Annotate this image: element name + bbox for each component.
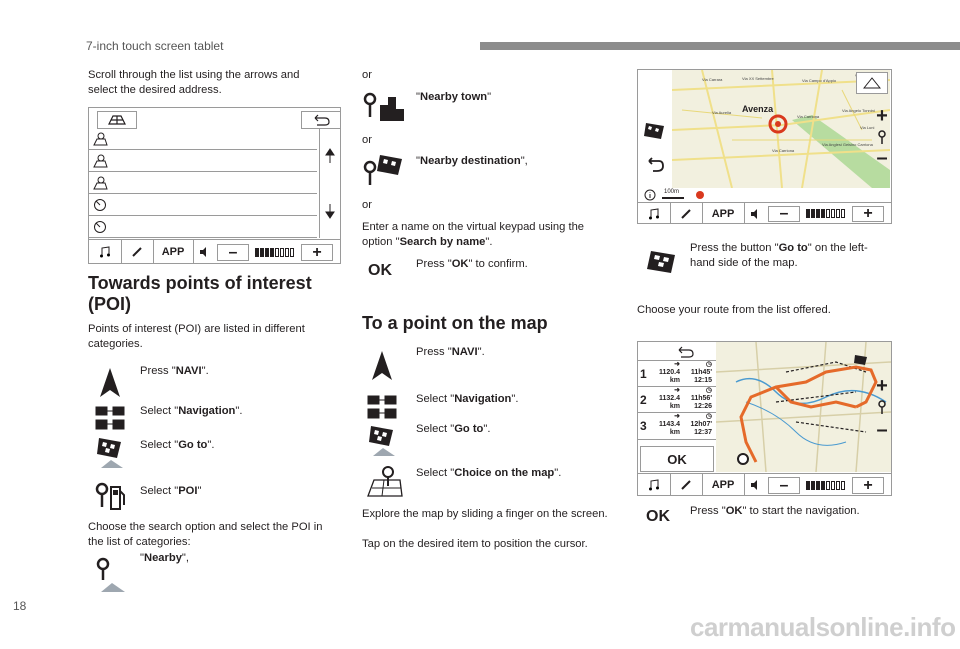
volume-level-bar [249, 245, 299, 259]
street-label: Via Angelo Tonnini [842, 108, 875, 113]
route-row[interactable]: 3 ➜ 1143.4 km ◷ 12h07' 12:37 [638, 412, 716, 440]
position-icon [696, 191, 704, 199]
volume-icon[interactable] [744, 203, 768, 224]
intro-text: Scroll through the list using the arrows and select the desired address. [88, 69, 300, 96]
zoom-out-button[interactable]: – [876, 418, 888, 441]
zoom-out-button[interactable]: – [876, 146, 888, 169]
street-label: Via XX Settembre [742, 76, 774, 81]
go-to-flag-icon [94, 436, 126, 470]
tap-text: Tap on the desired item to position the cursor. [362, 538, 588, 550]
press-ok-text: Press "OK" to confirm. [416, 258, 528, 270]
poi-heading: Towards points of interest (POI) [88, 273, 312, 314]
map-view-icon[interactable] [97, 111, 137, 129]
list-item[interactable] [89, 194, 317, 216]
col2-step-1: Press "NAVI". [416, 346, 485, 358]
clock-icon: ◷ [705, 361, 712, 368]
music-icon[interactable] [638, 474, 671, 496]
route-eta: 12:15 [694, 377, 712, 384]
col2-step-2: Select "Navigation". [416, 393, 519, 405]
map-info-bar [638, 188, 891, 202]
list-item[interactable] [89, 216, 317, 238]
street-label: Via Anglesi Geisino Carriona [822, 142, 873, 147]
header-bar [480, 42, 960, 50]
route-distance-unit: km [669, 403, 680, 410]
map-screen [637, 69, 892, 224]
route-eta: 12:26 [694, 403, 712, 410]
nearby-text: "Nearby", [140, 552, 190, 564]
map-choice-icon [364, 464, 404, 500]
go-to-flag-icon [366, 424, 398, 458]
or-2: or [362, 134, 372, 146]
nearby-town-text: "Nearby town" [416, 91, 492, 103]
list-item[interactable] [89, 128, 317, 150]
clock-icon: ◷ [705, 387, 712, 394]
volume-down-button[interactable]: – [768, 206, 800, 222]
scroll-up-icon [325, 148, 335, 164]
route-time: 11h56' [690, 395, 712, 402]
col1-step-4: Select "POI" [140, 485, 202, 497]
compass-icon[interactable] [856, 72, 888, 94]
street-label: Via Campo d'Appio [802, 78, 837, 83]
list-item[interactable] [89, 172, 317, 194]
route-eta: 12:37 [694, 429, 712, 436]
scale-label: 100m [664, 189, 680, 195]
nearby-icon [94, 556, 128, 594]
nearby-town-icon [362, 90, 406, 124]
volume-icon[interactable] [744, 474, 768, 496]
zoom-in-button[interactable]: + [876, 374, 888, 397]
col1-step-3: Select "Go to". [140, 439, 215, 451]
town-label: Avenza [742, 104, 774, 114]
route-time: 11h45' [690, 369, 712, 376]
street-label: Via Carriona [797, 114, 820, 119]
navigation-icon [94, 404, 126, 432]
scroll-down-icon [325, 203, 335, 219]
volume-down-button[interactable]: – [217, 244, 249, 261]
col1-step-2: Select "Navigation". [140, 405, 243, 417]
goto-text: Press the button "Go to" on the left-hand side of the map. [690, 242, 868, 269]
ok-icon: OK [646, 508, 670, 525]
apps-button[interactable]: APP [702, 474, 745, 496]
page-number: 18 [13, 599, 27, 613]
route-map[interactable] [716, 342, 891, 472]
route-number: 2 [640, 393, 647, 407]
bottom-bar [89, 239, 340, 264]
info-icon [644, 189, 656, 201]
go-to-flag-icon[interactable] [638, 114, 672, 148]
watermark: carmanualsonline.info [690, 612, 956, 642]
explore-text: Explore the map by sliding a finger on the screen. [362, 508, 608, 520]
route-distance: 1120.4 [658, 369, 680, 376]
start-pin-icon [736, 452, 750, 466]
navi-arrow-icon [96, 366, 124, 400]
choose-text: Choose the search option and select the POI in the list of categories: [88, 521, 323, 548]
col1-step-1: Press "NAVI". [140, 365, 209, 377]
bottom-bar [638, 473, 891, 496]
navi-arrow-icon [368, 348, 396, 384]
poi-text: Points of interest (POI) are listed in different categories. [88, 323, 305, 350]
col2-step-4: Select "Choice on the map". [416, 467, 562, 479]
volume-icon[interactable] [193, 240, 217, 264]
or-1: or [362, 69, 372, 81]
address-list-screen [88, 107, 341, 264]
navigation-icon [366, 393, 398, 421]
bottom-bar [638, 202, 891, 224]
volume-level-bar [800, 207, 850, 220]
street-label: Via Carriona [772, 148, 795, 153]
section-title: 7-inch touch screen tablet [86, 39, 224, 53]
route-row[interactable]: 2 ➜ 1132.4 km ◷ 11h56' 12:26 [638, 386, 716, 413]
back-icon[interactable] [658, 344, 712, 360]
route-time: 12h07' [690, 421, 712, 428]
route-screen [637, 341, 892, 496]
search-by-name-text: Enter a name on the virtual keypad using the option "Search by name". [362, 221, 585, 248]
phone-icon[interactable] [670, 203, 703, 224]
route-number: 1 [640, 367, 647, 381]
clock-icon: ◷ [705, 413, 712, 420]
start-navigation-text: Press "OK" to start the navigation. [690, 505, 860, 517]
street-label: Via Aurelia [712, 110, 732, 115]
cursor-pin-icon [766, 112, 790, 136]
nearby-destination-icon [362, 152, 406, 188]
back-icon[interactable] [638, 150, 672, 180]
ok-button[interactable]: OK [640, 446, 714, 472]
scrollbar[interactable] [319, 128, 340, 238]
nearby-destination-text: "Nearby destination", [416, 155, 528, 167]
poi-icon [94, 480, 128, 512]
map-pin-icon [872, 128, 892, 146]
phone-icon[interactable] [121, 240, 154, 264]
route-row[interactable]: 1 ➜ 1120.4 km ◷ 11h45' 12:15 [638, 360, 716, 387]
apps-button[interactable]: APP [702, 203, 745, 224]
route-distance: 1132.4 [658, 395, 680, 402]
or-3: or [362, 199, 372, 211]
route-distance: 1143.4 [658, 421, 680, 428]
back-icon[interactable] [301, 111, 341, 129]
zoom-in-button[interactable]: + [876, 104, 888, 127]
choose-route-text: Choose your route from the list offered. [637, 304, 831, 316]
map-heading: To a point on the map [362, 313, 548, 333]
volume-level-bar [800, 478, 850, 492]
music-icon[interactable] [638, 203, 671, 224]
route-number: 3 [640, 419, 647, 433]
ok-icon: OK [368, 262, 392, 279]
volume-up-button[interactable]: + [852, 477, 884, 494]
map-pin-icon [872, 398, 892, 416]
scale-bar [662, 197, 684, 199]
phone-icon[interactable] [670, 474, 703, 496]
apps-button[interactable]: APP [153, 240, 194, 264]
volume-down-button[interactable]: – [768, 477, 800, 494]
go-to-flag-icon [646, 248, 678, 278]
route-distance-unit: km [669, 377, 680, 384]
map-area[interactable] [672, 70, 890, 188]
route-distance-unit: km [669, 429, 680, 436]
col2-step-3: Select "Go to". [416, 423, 491, 435]
volume-up-button[interactable]: + [301, 244, 333, 261]
volume-up-button[interactable]: + [852, 206, 884, 222]
list-item[interactable] [89, 150, 317, 172]
street-label: Via Luni [860, 125, 875, 130]
music-icon[interactable] [89, 240, 122, 264]
street-label: Via Carrara [702, 77, 723, 82]
destination-flag-icon [854, 354, 868, 366]
